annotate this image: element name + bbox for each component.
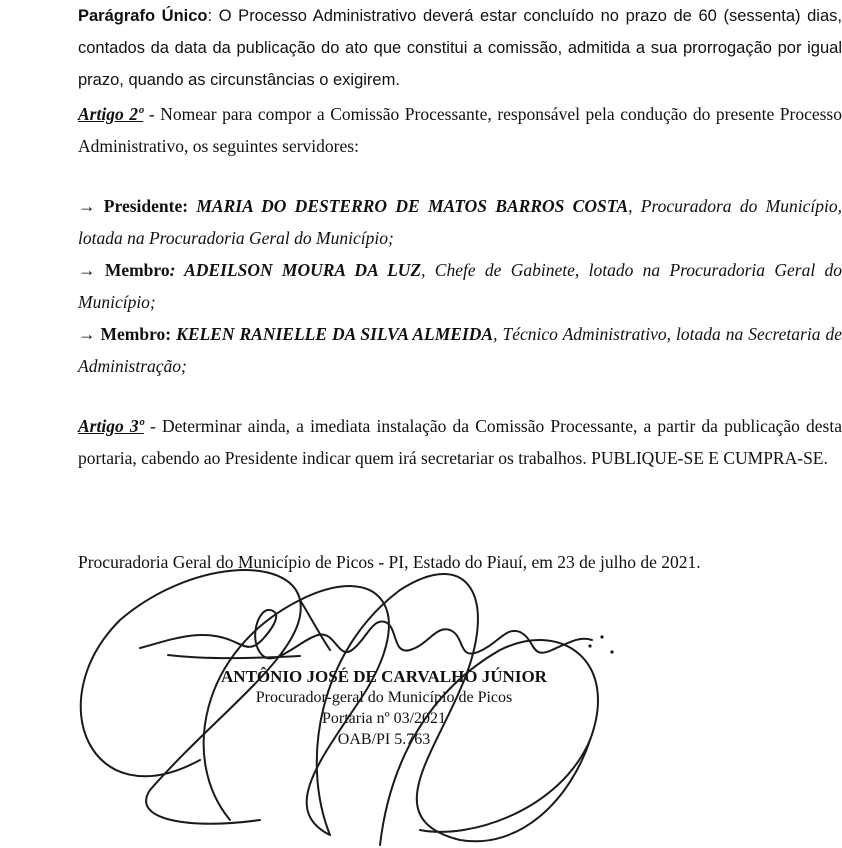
closing-text: Procuradoria Geral do Município de Picos - PI, Estado do Piauí, em 23 de julho de 2021.: [78, 552, 701, 572]
signatory-oab: OAB/PI 5.763: [337, 731, 431, 748]
signatory-name: ANTÔNIO JOSÉ DE CARVALHO JÚNIOR: [221, 667, 547, 686]
arrow-icon: →: [78, 324, 96, 344]
signature-block: [0, 666, 768, 750]
arrow-icon: →: [78, 260, 96, 280]
signatory-portaria: Portaria nº 03/2021: [321, 710, 447, 727]
member-description: , Procuradora do Município, lotada na Procuradoria Geral do Município;: [78, 196, 842, 248]
member-name: : ADEILSON MOURA DA LUZ: [169, 260, 422, 280]
arrow-icon: →: [78, 196, 96, 216]
artigo-3-text: - Determinar ainda, a imediata instalação da Comissão Processante, a partir da publicação desta portaria, cabendo ao Presidente indicar quem irá secretariar os trabalhos. PUBLIQUE-SE E CUMPRA-SE.: [78, 416, 842, 468]
member-role: Membro:: [95, 324, 177, 344]
artigo-3-label: Artigo 3º: [78, 416, 144, 436]
closing-paragraph: [2, 546, 842, 578]
paragrafo-unico: [2, 0, 842, 96]
member-presidente: [2, 190, 842, 254]
member-name: MARIA DO DESTERRO DE MATOS BARROS COSTA: [196, 196, 629, 216]
member-name: KELEN RANIELLE DA SILVA ALMEIDA: [176, 324, 494, 344]
member-role: Membro: [95, 260, 170, 280]
artigo-2-label: Artigo 2º: [78, 104, 144, 124]
paragrafo-unico-text: : O Processo Administrativo deverá estar concluído no prazo de 60 (sessenta) dias, contados da data da publicação do ato que constitui a comissão, admitida a sua prorrogação por igual prazo, quando as circunstâncias o exigirem.: [78, 7, 842, 89]
paragrafo-unico-label: Parágrafo Único: [78, 7, 208, 25]
member-membro-1: [2, 254, 842, 318]
member-membro-2: [2, 318, 842, 382]
signatory-title: Procurador-geral do Município de Picos: [255, 689, 513, 706]
member-description: , Chefe de Gabinete, lotado na Procuradoria Geral do Município;: [78, 260, 842, 312]
member-description: , Técnico Administrativo, lotada na Secretaria de Administração;: [78, 324, 842, 376]
artigo-3: [2, 410, 842, 474]
artigo-2-text: - Nomear para compor a Comissão Processante, responsável pela condução do presente Processo Administrativo, os seguintes servidores:: [78, 104, 842, 156]
member-role: Presidente:: [95, 196, 197, 216]
artigo-2: [2, 98, 842, 162]
